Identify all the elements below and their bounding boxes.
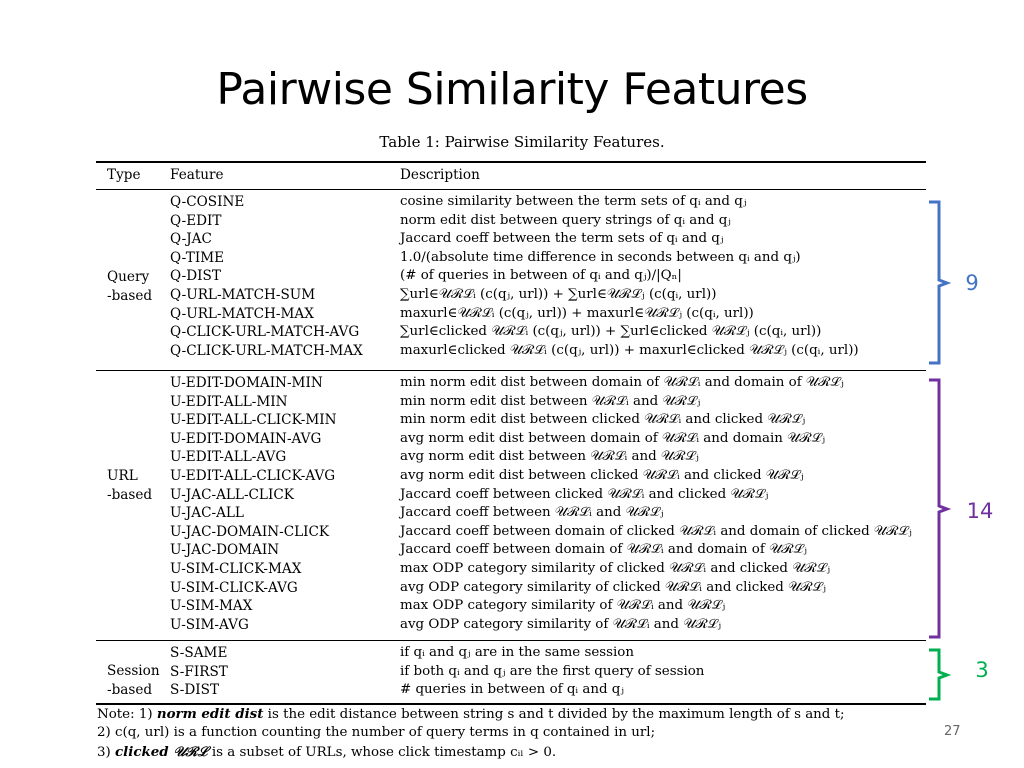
table-cell: max ODP category similarity of 𝒰ℛℒᵢ and 𝒰ℛℒⱼ xyxy=(400,598,726,614)
table-row: U-SIM-CLICK-AVG xyxy=(170,579,298,596)
table-cell: Jaccard coeff between clicked 𝒰ℛℒᵢ and clicked 𝒰ℛℒⱼ xyxy=(400,486,769,502)
brace-query-path xyxy=(929,202,947,363)
table-row: U-JAC-ALL-CLICK xyxy=(170,486,294,503)
table-row: Q-URL-MATCH-MAX xyxy=(170,305,314,322)
table-row: Q-TIME xyxy=(170,249,225,266)
table-cell: 1.0/(absolute time difference in seconds between qᵢ and qⱼ) xyxy=(400,249,801,265)
table-row: U-EDIT-ALL-MIN xyxy=(170,393,288,410)
note-line-1: Note: 1) norm edit dist is the edit distance between string s and t divided by the maximum length of s and t; xyxy=(97,706,845,722)
table-row: U-SIM-AVG xyxy=(170,616,249,633)
table-cell: avg ODP category similarity of 𝒰ℛℒᵢ and 𝒰ℛℒⱼ xyxy=(400,616,722,632)
header-rule xyxy=(96,189,926,190)
header-description: Description xyxy=(400,167,480,183)
brace-url xyxy=(925,378,955,640)
table-cell: maxurl∈clicked 𝒰ℛℒᵢ (c(qⱼ, url)) + maxurl∈clicked 𝒰ℛℒⱼ (c(qᵢ, url)) xyxy=(400,342,859,358)
description-list-url xyxy=(400,374,912,634)
table-row: U-JAC-DOMAIN xyxy=(170,542,280,559)
table-cell: Jaccard coeff between the term sets of qᵢ and qⱼ xyxy=(400,231,724,247)
table-cell: Jaccard coeff between 𝒰ℛℒᵢ and 𝒰ℛℒⱼ xyxy=(400,505,664,521)
header-feature: Feature xyxy=(170,167,224,183)
group-divider-1 xyxy=(96,370,926,371)
table-cell: ∑url∈𝒰ℛℒᵢ (c(qⱼ, url)) + ∑url∈𝒰ℛℒⱼ (c(qᵢ, url)) xyxy=(400,286,717,302)
table-row: U-EDIT-ALL-CLICK-MIN xyxy=(170,412,337,429)
group-divider-2 xyxy=(96,640,926,641)
table-cell: (# of queries in between of qᵢ and qⱼ)/|Qₙ| xyxy=(400,268,682,284)
table-cell: max ODP category similarity of clicked 𝒰ℛℒᵢ and clicked 𝒰ℛℒⱼ xyxy=(400,560,831,576)
note-line-2: 2) c(q, url) is a function counting the number of query terms in q contained in url; xyxy=(97,725,656,740)
group-type-url: URL -based xyxy=(107,468,153,503)
table-row: Q-JAC xyxy=(170,231,212,248)
table-row: Q-COSINE xyxy=(170,194,245,210)
table-cell: Jaccard coeff between domain of clicked 𝒰ℛℒᵢ and domain of clicked 𝒰ℛℒⱼ xyxy=(400,523,912,539)
table-row: S-SAME xyxy=(170,645,228,661)
description-list-query xyxy=(400,193,859,360)
table-cell: maxurl∈𝒰ℛℒᵢ (c(qⱼ, url)) + maxurl∈𝒰ℛℒⱼ (c(qᵢ, url)) xyxy=(400,305,754,321)
feature-list-session xyxy=(170,644,228,700)
description-list-session xyxy=(400,644,704,700)
brace-label-url: 14 xyxy=(966,499,994,523)
page-number: 27 xyxy=(944,724,961,739)
feature-list-query xyxy=(170,193,363,360)
brace-label-session: 3 xyxy=(975,658,989,682)
header-type: Type xyxy=(107,167,141,183)
table-row: Q-EDIT xyxy=(170,212,222,229)
feature-list-url xyxy=(170,374,337,634)
table-cell: avg norm edit dist between clicked 𝒰ℛℒᵢ and clicked 𝒰ℛℒⱼ xyxy=(400,467,804,483)
table-row: U-JAC-ALL xyxy=(170,505,244,522)
table-row: Q-DIST xyxy=(170,268,221,285)
note-line-3: 3) clicked 𝒰ℛℒ is a subset of URLs, whose click timestamp cᵢₗ > 0. xyxy=(97,744,557,760)
slide-title: Pairwise Similarity Features xyxy=(216,64,808,115)
table-cell: cosine similarity between the term sets of qᵢ and qⱼ xyxy=(400,194,747,209)
table-row: S-DIST xyxy=(170,682,220,699)
table-cell: min norm edit dist between 𝒰ℛℒᵢ and 𝒰ℛℒⱼ xyxy=(400,393,701,409)
table-row: Q-CLICK-URL-MATCH-AVG xyxy=(170,324,360,341)
group-type-query: Query -based xyxy=(107,269,153,304)
table-cell: min norm edit dist between domain of 𝒰ℛℒᵢ and domain of 𝒰ℛℒⱼ xyxy=(400,375,844,390)
table-row: U-EDIT-ALL-AVG xyxy=(170,449,287,466)
table-row: S-FIRST xyxy=(170,663,228,680)
table-row: Q-CLICK-URL-MATCH-MAX xyxy=(170,342,363,359)
table-cell: Jaccard coeff between domain of 𝒰ℛℒᵢ and domain of 𝒰ℛℒⱼ xyxy=(400,542,807,558)
brace-url-path xyxy=(929,380,947,637)
table-row: U-EDIT-ALL-CLICK-AVG xyxy=(170,467,336,484)
table-cell: avg ODP category similarity of clicked 𝒰ℛℒᵢ and clicked 𝒰ℛℒⱼ xyxy=(400,579,826,595)
table-cell: min norm edit dist between clicked 𝒰ℛℒᵢ and clicked 𝒰ℛℒⱼ xyxy=(400,412,806,428)
table-cell: ∑url∈clicked 𝒰ℛℒᵢ (c(qⱼ, url)) + ∑url∈clicked 𝒰ℛℒⱼ (c(qᵢ, url)) xyxy=(400,324,822,340)
table-cell: # queries in between of qᵢ and qⱼ xyxy=(400,682,624,698)
brace-session-path xyxy=(929,650,947,699)
table-row: U-EDIT-DOMAIN-AVG xyxy=(170,430,322,447)
table-row: Q-URL-MATCH-SUM xyxy=(170,286,316,303)
table-cell: if qᵢ and qⱼ are in the same session xyxy=(400,645,634,660)
table-row: U-SIM-CLICK-MAX xyxy=(170,560,302,577)
group-type-session: Session -based xyxy=(107,663,160,698)
table-row: U-SIM-MAX xyxy=(170,598,253,615)
table-top-rule xyxy=(96,161,926,163)
brace-label-query: 9 xyxy=(965,271,979,295)
table-row: U-EDIT-DOMAIN-MIN xyxy=(170,375,323,391)
table-cell: avg norm edit dist between 𝒰ℛℒᵢ and 𝒰ℛℒⱼ xyxy=(400,449,699,465)
table-caption: Table 1: Pairwise Similarity Features. xyxy=(379,133,665,151)
brace-query xyxy=(925,200,955,366)
table-row: U-JAC-DOMAIN-CLICK xyxy=(170,523,330,540)
table-cell: avg norm edit dist between domain of 𝒰ℛℒᵢ and domain 𝒰ℛℒⱼ xyxy=(400,430,826,446)
table-cell: norm edit dist between query strings of qᵢ and qⱼ xyxy=(400,212,731,228)
brace-session xyxy=(925,648,955,702)
table-cell: if both qᵢ and qⱼ are the first query of session xyxy=(400,663,705,679)
